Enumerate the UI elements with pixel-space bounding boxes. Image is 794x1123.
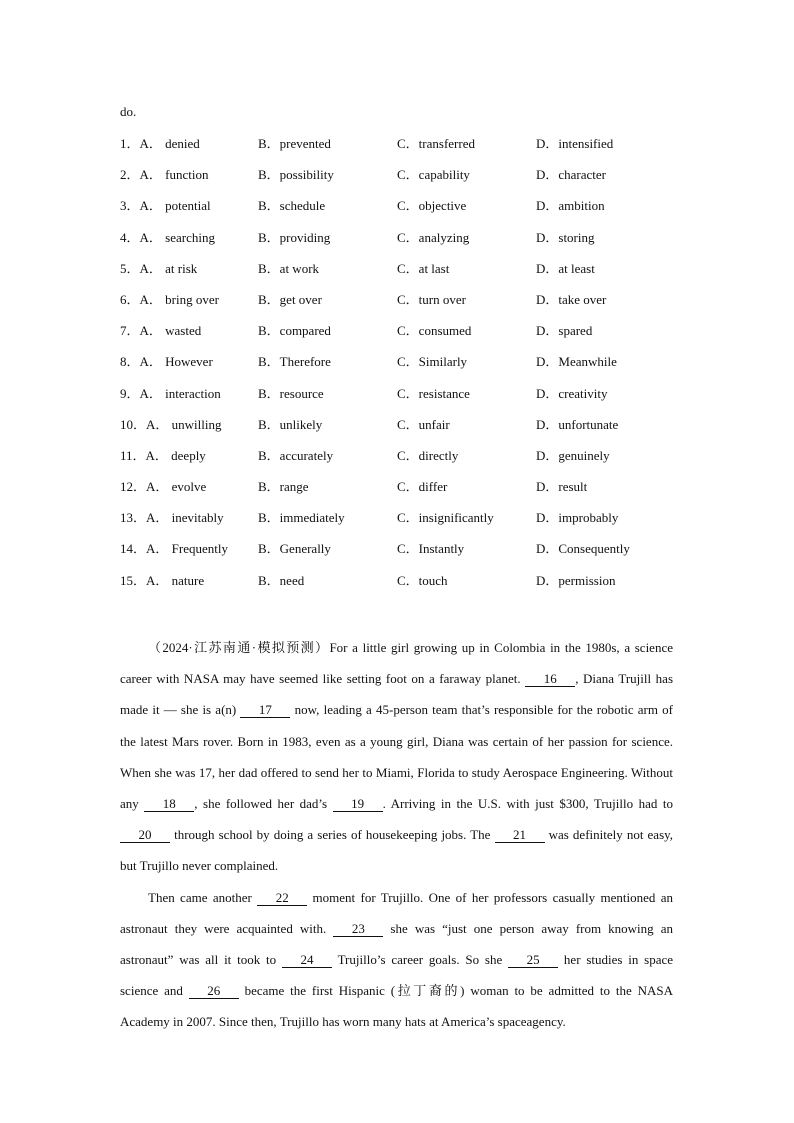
question-row xyxy=(120,385,680,416)
option-c: C．turn over xyxy=(397,291,466,307)
option-b: B．accurately xyxy=(258,447,334,463)
option-b: B．Generally xyxy=(258,541,331,557)
option-a: 14．A． Frequently xyxy=(120,541,228,557)
option-c: C．touch xyxy=(397,572,448,588)
option-b: B．unlikely xyxy=(258,416,323,432)
passage-paragraph-1 xyxy=(120,632,673,882)
option-c: C．differ xyxy=(397,479,448,495)
option-d: D．Meanwhile xyxy=(536,354,617,370)
passage-text: moment for Trujillo. One of her professors casually mentioned an astronaut they were acquainted with. xyxy=(120,889,674,936)
option-b: B．schedule xyxy=(258,198,326,214)
question-row xyxy=(120,135,680,166)
option-a: 4．A． searching xyxy=(120,229,215,245)
question-row xyxy=(120,353,680,384)
option-c: C．consumed xyxy=(397,323,472,339)
blank-22: 22 xyxy=(257,891,307,906)
option-d: D．permission xyxy=(536,572,616,588)
option-d: D．unfortunate xyxy=(536,416,619,432)
blank-19: 19 xyxy=(333,797,383,812)
option-c: C．analyzing xyxy=(397,229,470,245)
option-c: C．transferred xyxy=(397,136,475,151)
blank-25: 25 xyxy=(508,953,558,968)
question-row xyxy=(120,509,680,540)
option-d: D．genuinely xyxy=(536,447,610,463)
passage-text: became the first Hispanic (拉丁裔的) woman to be admitted to the NASA Academy in 2007. Since then, Trujillo has worn many hats at America’s spaceagency. xyxy=(120,983,673,1030)
blank-23: 23 xyxy=(333,922,383,937)
blank-17: 17 xyxy=(240,703,290,718)
question-row xyxy=(120,166,680,197)
question-row xyxy=(120,540,680,571)
option-d: D．creativity xyxy=(536,385,608,401)
option-b: B．compared xyxy=(258,323,331,339)
option-a: 1．A． denied xyxy=(120,136,200,151)
passage-text: , Diana Trujill has made it — she is a(n) xyxy=(120,671,674,718)
question-row xyxy=(120,229,680,260)
passage-text: through school by doing a series of housekeeping jobs. The xyxy=(174,827,491,843)
option-c: C．insignificantly xyxy=(397,510,494,526)
passage-text: was definitely not easy, but Trujillo never complained. xyxy=(120,827,674,874)
passage-text: Trujillo’s career goals. So she xyxy=(337,952,503,968)
source-note: （2024·江苏南通·模拟预测） xyxy=(148,640,330,655)
option-b: B．get over xyxy=(258,291,322,307)
option-d: D．improbably xyxy=(536,510,619,526)
passage-text: For a little girl growing up in Colombia in the 1980s, a science career with NASA may have seemed like setting foot on a faraway planet. xyxy=(120,640,673,687)
option-b: B．providing xyxy=(258,229,331,245)
blank-26: 26 xyxy=(189,984,239,999)
option-a: 10．A． unwilling xyxy=(120,416,222,432)
option-a: 3．A． potential xyxy=(120,198,211,214)
option-d: D．result xyxy=(536,479,588,495)
option-d: D．character xyxy=(536,167,607,183)
question-row xyxy=(120,416,680,447)
option-a: 13．A． inevitably xyxy=(120,510,224,526)
option-a: 9．A． interaction xyxy=(120,385,221,401)
option-b: B．need xyxy=(258,572,305,588)
question-row xyxy=(120,322,680,353)
option-b: B．possibility xyxy=(258,167,334,183)
blank-24: 24 xyxy=(282,953,332,968)
passage-text: . Arriving in the U.S. with just $300, Trujillo had to xyxy=(382,796,674,812)
blank-20: 20 xyxy=(120,828,170,843)
option-c: C．capability xyxy=(397,167,470,183)
option-c: C．objective xyxy=(397,198,467,214)
blank-18: 18 xyxy=(144,797,194,812)
lead-fragment: do. xyxy=(120,104,137,119)
option-a: 7．A． wasted xyxy=(120,323,202,339)
option-d: D．storing xyxy=(536,229,595,245)
option-c: C．at last xyxy=(397,260,450,276)
passage-text: her studies in space science and xyxy=(120,952,674,999)
question-row xyxy=(120,260,680,291)
question-row xyxy=(120,478,680,509)
cloze-passage xyxy=(120,632,673,1038)
passage-paragraph-2 xyxy=(120,882,673,1038)
option-d: D．at least xyxy=(536,260,595,276)
blank-21: 21 xyxy=(495,828,545,843)
option-a: 5．A． at risk xyxy=(120,260,198,276)
option-c: C．Instantly xyxy=(397,541,465,557)
option-b: B．immediately xyxy=(258,510,345,526)
option-a: 12．A． evolve xyxy=(120,479,207,495)
option-a: 15．A． nature xyxy=(120,572,205,588)
option-d: D．Consequently xyxy=(536,541,630,557)
option-b: B．range xyxy=(258,479,309,495)
option-a: 11．A． deeply xyxy=(120,447,206,463)
option-d: D．spared xyxy=(536,323,593,339)
option-b: B．resource xyxy=(258,385,324,401)
option-a: 2．A． function xyxy=(120,167,209,183)
question-row xyxy=(120,572,680,603)
option-d: D．take over xyxy=(536,291,607,307)
option-b: B．Therefore xyxy=(258,354,331,370)
blank-16: 16 xyxy=(525,672,575,687)
option-d: D．intensified xyxy=(536,136,614,151)
option-c: C．Similarly xyxy=(397,354,468,370)
options-list xyxy=(120,135,680,603)
option-d: D．ambition xyxy=(536,198,605,214)
option-a: 8．A． However xyxy=(120,354,213,370)
option-b: B．at work xyxy=(258,260,320,276)
option-b: B．prevented xyxy=(258,136,331,151)
passage-text: Then came another xyxy=(148,889,252,905)
question-row xyxy=(120,447,680,478)
passage-text: , she followed her dad’s xyxy=(194,796,328,812)
question-row xyxy=(120,291,680,322)
option-a: 6．A． bring over xyxy=(120,291,219,307)
option-c: C．unfair xyxy=(397,416,450,432)
passage-text: she was “just one person away from knowing an astronaut” was all it took to xyxy=(120,920,674,968)
option-c: C．directly xyxy=(397,447,459,463)
passage-text: now, leading a 45-person team that’s responsible for the robotic arm of the latest Mars rover. Born in 1983, even as a young girl, Diana was certain of her passion for science. When she was 17, her dad offered to send her to Miami, Florida to study Aerospace Engineering. Without any xyxy=(120,702,674,812)
question-row xyxy=(120,197,680,228)
option-c: C．resistance xyxy=(397,385,470,401)
